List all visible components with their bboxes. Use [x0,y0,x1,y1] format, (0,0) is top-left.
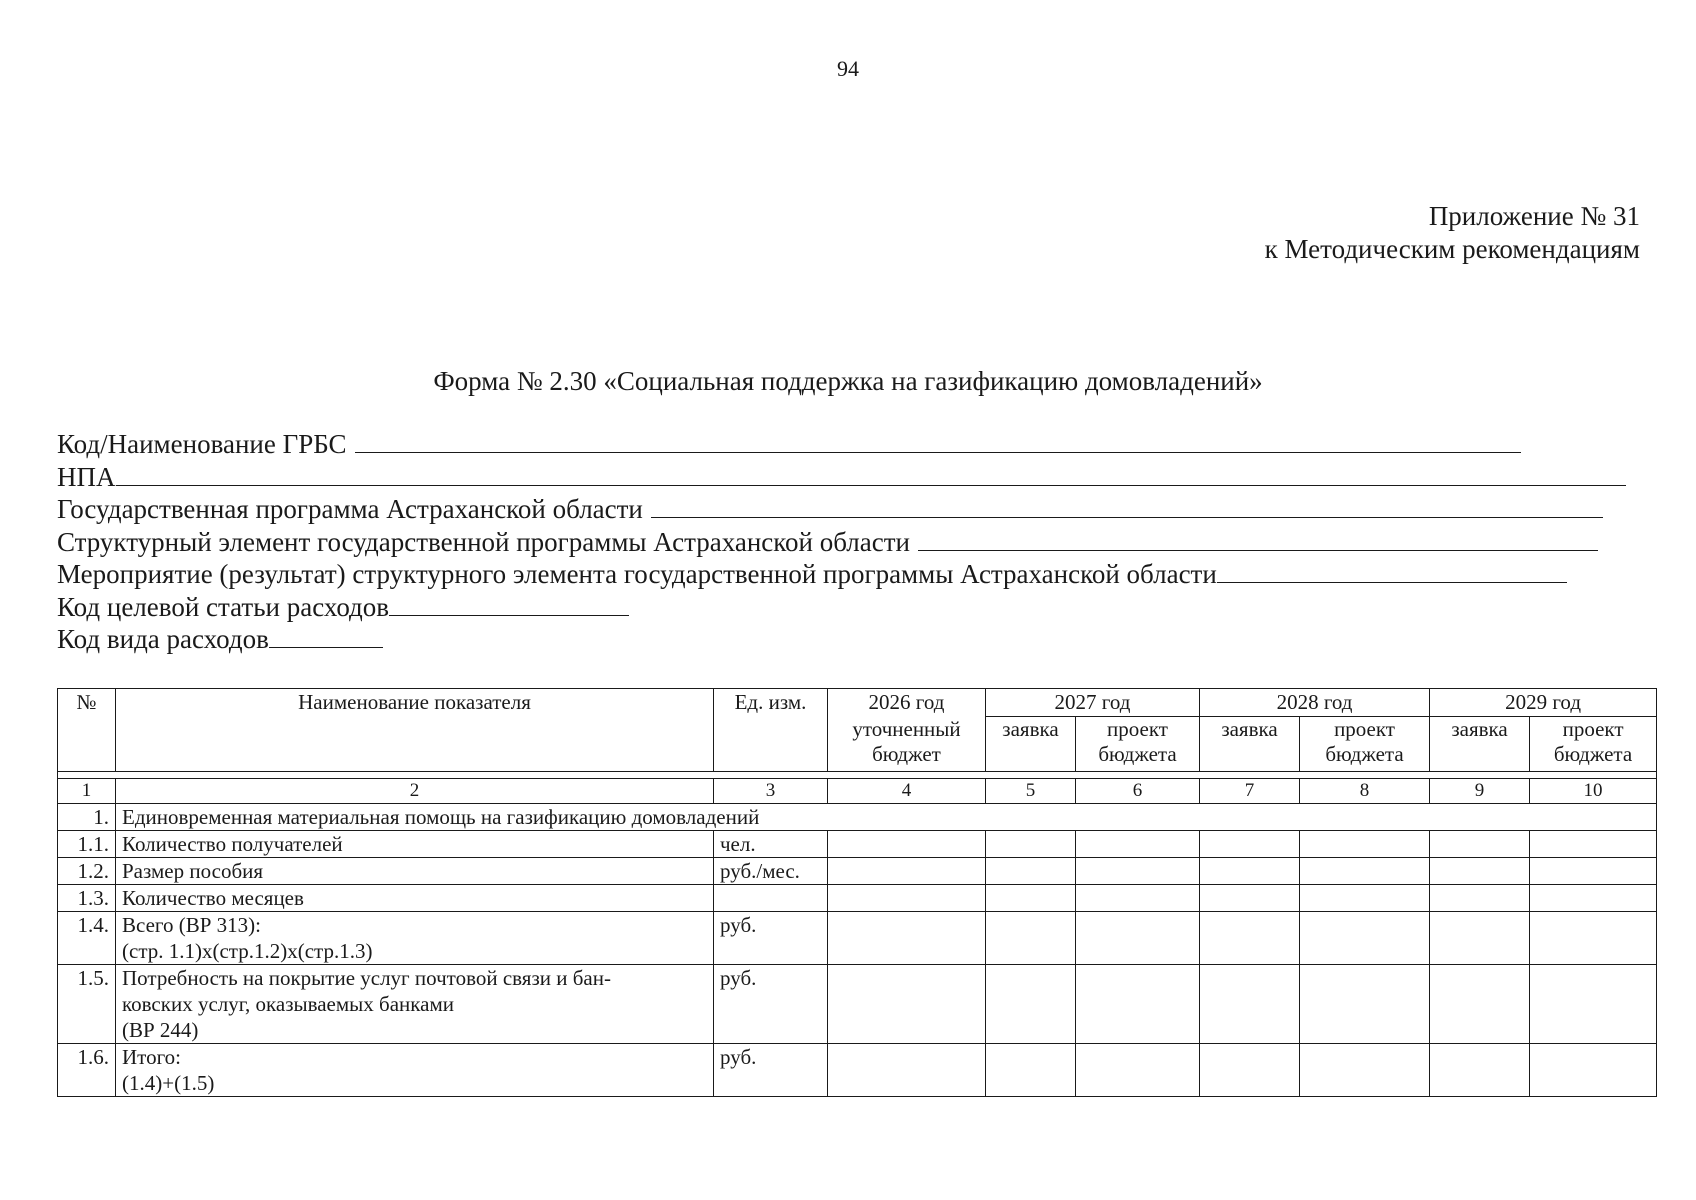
indicator-name [116,831,714,858]
row-number: 1.2. [58,858,116,885]
value-cell[interactable] [828,965,986,1044]
value-cell[interactable] [1430,912,1530,965]
row-number: 1.6. [58,1044,116,1097]
indicator-line: Количество получателей [122,832,343,856]
unit-cell: руб. [714,912,828,965]
value-cell[interactable] [1530,1044,1657,1097]
value-cell[interactable] [1430,885,1530,912]
value-cell[interactable] [1076,965,1200,1044]
fill-line[interactable] [116,463,1626,486]
value-cell[interactable] [986,965,1076,1044]
unit-cell: руб. [714,1044,828,1097]
value-cell[interactable] [1200,1044,1300,1097]
value-cell[interactable] [828,831,986,858]
field-label: Код вида расходов [57,624,269,654]
indicator-name [116,965,714,1044]
value-cell[interactable] [1076,1044,1200,1097]
indicator-line: Итого: [122,1045,181,1069]
field-label: Мероприятие (результат) структурного элемента государственной программы Астраханской области [57,559,1217,589]
indicator-name [116,912,714,965]
indicator-line: Потребность на покрытие услуг почтовой связи и бан- [122,966,611,990]
value-cell[interactable] [986,885,1076,912]
value-cell[interactable] [1530,965,1657,1044]
fill-line[interactable] [651,495,1603,518]
row-number: 1.4. [58,912,116,965]
value-cell[interactable] [1200,912,1300,965]
indicator-name [116,1044,714,1097]
value-cell[interactable] [828,885,986,912]
header-project: проект бюджета [1076,717,1200,772]
value-cell[interactable] [1076,885,1200,912]
value-cell[interactable] [828,858,986,885]
value-cell[interactable] [1530,858,1657,885]
field-label: Структурный элемент государственной программы Астраханской области [57,526,910,557]
row-number: 1.3. [58,885,116,912]
value-cell[interactable] [1530,885,1657,912]
column-number: 8 [1300,779,1430,804]
value-cell[interactable] [1430,1044,1530,1097]
indicator-line: (ВР 244) [122,1018,199,1042]
fill-line[interactable] [918,528,1598,551]
form-fields [57,428,1647,656]
value-cell[interactable] [1430,858,1530,885]
unit-cell: чел. [714,831,828,858]
value-cell[interactable] [1200,858,1300,885]
column-number: 10 [1530,779,1657,804]
row-number: 1. [58,804,116,831]
table-row [58,885,1657,912]
value-cell[interactable] [1300,885,1430,912]
indicator-line: ковских услуг, оказываемых банками [122,992,455,1016]
field-label: Код/Наименование ГРБС [57,429,347,459]
field-structural-element [57,526,1647,559]
fill-line[interactable] [355,430,1521,453]
appendix-note [1265,200,1640,266]
indicator-line: (1.4)+(1.5) [122,1071,215,1095]
value-cell[interactable] [828,912,986,965]
row-number: 1.5. [58,965,116,1044]
header-project: проект бюджета [1300,717,1430,772]
unit-cell: руб./мес. [714,858,828,885]
column-number: 2 [116,779,714,804]
unit-cell: руб. [714,965,828,1044]
header-2026-refined: уточненный бюджет [828,717,986,772]
value-cell[interactable] [1200,831,1300,858]
unit-cell [714,885,828,912]
value-cell[interactable] [986,858,1076,885]
table-row [58,1044,1657,1097]
indicator-line: Размер пособия [122,859,264,883]
header-request: заявка [1430,717,1530,772]
value-cell[interactable] [1300,965,1430,1044]
header-2029: 2029 год [1430,689,1657,717]
indicator-name [116,858,714,885]
page-number: 94 [837,56,859,81]
fill-line[interactable] [389,593,629,616]
value-cell[interactable] [1530,831,1657,858]
indicator-line: Всего (ВР 313): [122,913,262,937]
field-state-program [57,493,1647,526]
column-number: 1 [58,779,116,804]
field-grbs [57,428,1647,461]
section-row [58,804,1657,831]
field-measure [57,558,1647,591]
indicator-table [57,688,1657,1097]
value-cell[interactable] [986,912,1076,965]
header-2026: 2026 год [828,689,986,717]
value-cell[interactable] [1430,831,1530,858]
field-label: Код целевой статьи расходов [57,591,390,622]
table-row [58,831,1657,858]
value-cell[interactable] [1200,885,1300,912]
value-cell[interactable] [828,1044,986,1097]
indicator-line: (стр. 1.1)х(стр.1.2)х(стр.1.3) [122,939,373,963]
column-number: 5 [986,779,1076,804]
column-number: 6 [1076,779,1200,804]
field-label: НПА [57,461,116,492]
row-number: 1.1. [58,831,116,858]
table-row [58,912,1657,965]
appendix-line-1: Приложение № 31 [1428,201,1640,231]
value-cell[interactable] [1300,858,1430,885]
value-cell[interactable] [986,1044,1076,1097]
value-cell[interactable] [1076,858,1200,885]
section-title: Единовременная материальная помощь на газификацию домовладений [116,804,1657,831]
column-number: 9 [1430,779,1530,804]
header-request: заявка [1200,717,1300,772]
appendix-line-2: к Методическим рекомендациям [1264,234,1640,264]
header-gap [58,772,1657,779]
header-2027: 2027 год [986,689,1200,717]
field-label: Государственная программа Астраханской области [57,494,643,524]
value-cell[interactable] [1076,831,1200,858]
value-cell[interactable] [1300,1044,1430,1097]
fill-line[interactable] [1217,560,1567,583]
value-cell[interactable] [1530,912,1657,965]
column-number: 4 [828,779,986,804]
field-expense-type [57,623,1647,656]
column-number: 3 [714,779,828,804]
indicator-line: Количество месяцев [122,886,304,910]
header-request: заявка [986,717,1076,772]
form-title: Форма № 2.30 «Социальная поддержка на газификацию домовладений» [433,366,1263,396]
value-cell[interactable] [1076,912,1200,965]
value-cell[interactable] [1300,831,1430,858]
header-2028: 2028 год [1200,689,1430,717]
indicator-name [116,885,714,912]
column-number: 7 [1200,779,1300,804]
field-target-article [57,591,1647,624]
table-row [58,858,1657,885]
header-project: проект бюджета [1530,717,1657,772]
table-row [58,965,1657,1044]
value-cell[interactable] [1430,965,1530,1044]
value-cell[interactable] [986,831,1076,858]
header-no: № [58,689,116,772]
header-unit: Ед. изм. [714,689,828,772]
column-number-row [58,779,1657,804]
header-name: Наименование показателя [116,689,714,772]
field-npa [57,461,1647,494]
value-cell[interactable] [1200,965,1300,1044]
fill-line[interactable] [269,625,383,648]
value-cell[interactable] [1300,912,1430,965]
